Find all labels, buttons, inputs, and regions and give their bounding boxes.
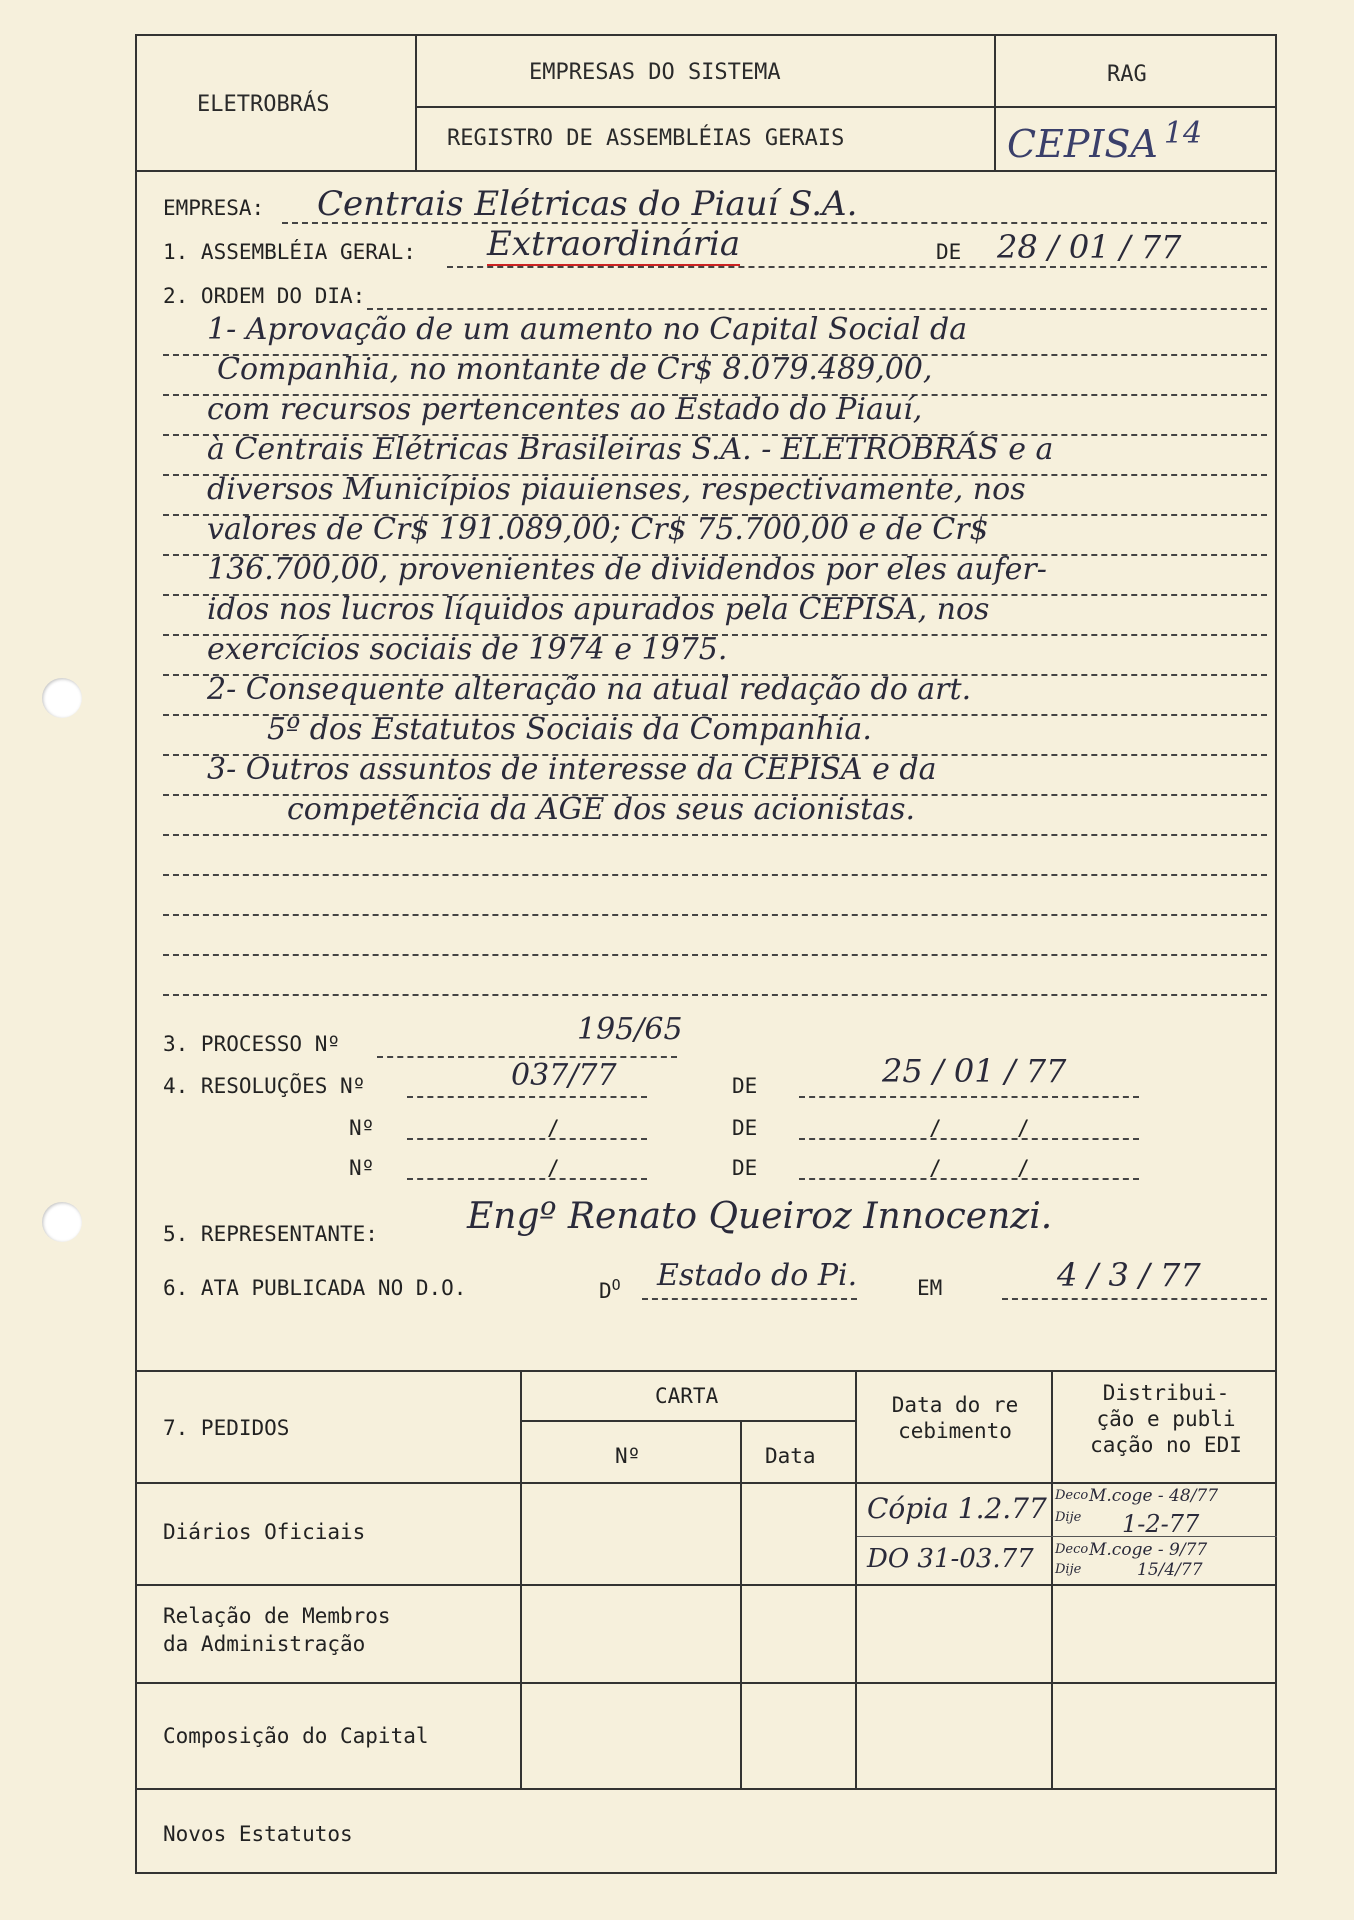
ata-date: 4 / 3 / 77 <box>1057 1256 1201 1294</box>
representante-value: Engº Renato Queiroz Innocenzi. <box>467 1196 1053 1237</box>
resolucoes-label: 4. RESOLUÇÕES Nº <box>163 1074 366 1098</box>
empresa-label: EMPRESA: <box>163 196 265 220</box>
resolucao-3-date-slash-2: / <box>1017 1156 1030 1180</box>
diarios-recebimento-1: Cópia 1.2.77 <box>867 1492 1047 1525</box>
diarios-dist-2a: Deco <box>1055 1542 1089 1557</box>
punch-hole-top <box>42 678 82 718</box>
org-name: ELETROBRÁS <box>197 92 330 117</box>
ordem-line-4: à Centrais Elétricas Brasileiras S.A. - ELETROBRÁS e a <box>207 432 1054 467</box>
ordem-line-9: exercícios sociais de 1974 e 1975. <box>207 632 728 667</box>
carta-data-header: Data <box>765 1444 816 1468</box>
diarios-dist-2c: M.coge - 9/77 <box>1089 1540 1208 1560</box>
recebimento-header: Data do re cebimento <box>891 1393 1019 1443</box>
diarios-dist-2b: Dije <box>1055 1562 1082 1577</box>
ordem-line-11: 5º dos Estatutos Sociais da Companhia. <box>267 712 872 747</box>
row-composicao-capital: Composição do Capital <box>163 1724 429 1748</box>
distribuicao-header: Distribui- ção e publi cação no EDI <box>1090 1381 1242 1457</box>
system-title: EMPRESAS DO SISTEMA <box>529 60 781 85</box>
resolucao-3-de-label: DE <box>732 1156 758 1180</box>
ordem-label: 2. ORDEM DO DIA: <box>163 284 366 308</box>
processo-label: 3. PROCESSO Nº <box>163 1032 341 1056</box>
resolucao-3-slash: / <box>547 1156 560 1180</box>
ordem-line-2: Companhia, no montante de Cr$ 8.079.489,00, <box>217 352 933 387</box>
resolucao-3-no-label: Nº <box>349 1156 375 1180</box>
row-diarios-oficiais: Diários Oficiais <box>163 1520 366 1544</box>
ordem-line-10: 2- Consequente alteração na atual redação do art. <box>207 672 972 707</box>
diarios-dist-2d: 15/4/77 <box>1137 1560 1203 1580</box>
empresa-value: Centrais Elétricas do Piauí S.A. <box>317 184 858 224</box>
resolucao-2-date-slash-1: / <box>929 1116 942 1140</box>
processo-value: 195/65 <box>577 1012 683 1047</box>
resolucao-2-no-label: Nº <box>349 1116 375 1140</box>
ata-d-label: $D^O$ <box>599 1276 621 1303</box>
ordem-line-8: idos nos lucros líquidos apurados pela CEPISA, nos <box>207 592 990 627</box>
resolucao-date: 25 / 01 / 77 <box>882 1052 1067 1090</box>
carta-no-header: Nº <box>615 1444 641 1468</box>
diarios-dist-1d: 1-2-77 <box>1122 1510 1200 1538</box>
resolucao-2-slash: / <box>547 1116 560 1140</box>
row-relacao-membros: Relação de Membros da Administração <box>163 1604 391 1656</box>
ordem-line-3: com recursos pertencentes ao Estado do Piauí, <box>207 392 923 427</box>
resolucao-3-date-slash-1: / <box>929 1156 942 1180</box>
form-code: RAG <box>1107 62 1147 87</box>
resolucao-number: 037/77 <box>511 1058 617 1093</box>
ordem-line-7: 136.700,00, provenientes de dividendos por eles aufer- <box>207 552 1047 587</box>
row-novos-estatutos: Novos Estatutos <box>163 1822 353 1846</box>
em-label: EM <box>917 1276 943 1300</box>
pedidos-header: 7. PEDIDOS <box>163 1416 290 1440</box>
resolucao-de-label: DE <box>732 1074 758 1098</box>
assembleia-label: 1. ASSEMBLÉIA GERAL: <box>163 240 416 264</box>
diarios-dist-1a: Deco <box>1055 1488 1089 1503</box>
punch-hole-bottom <box>42 1202 82 1242</box>
ordem-line-1: 1- Aprovação de um aumento no Capital Social da <box>207 312 968 347</box>
diarios-recebimento-2: DO 31-03.77 <box>867 1544 1034 1574</box>
resolucao-2-date-slash-2: / <box>1017 1116 1030 1140</box>
ordem-line-12: 3- Outros assuntos de interesse da CEPISA e da <box>207 752 937 787</box>
resolucao-2-de-label: DE <box>732 1116 758 1140</box>
carta-header: CARTA <box>655 1384 719 1408</box>
ordem-line-6: valores de Cr$ 191.089,00; Cr$ 75.700,00 e de Cr$ <box>207 512 989 547</box>
ordem-line-5: diversos Municípios piauienses, respectivamente, nos <box>207 472 1026 507</box>
assembleia-date: 28 / 01 / 77 <box>997 228 1182 266</box>
register-title: REGISTRO DE ASSEMBLÉIAS GERAIS <box>447 126 845 151</box>
representante-label: 5. REPRESENTANTE: <box>163 1222 378 1246</box>
de-label: DE <box>932 240 965 264</box>
diarios-dist-1b: Dije <box>1055 1510 1082 1525</box>
company-code: CEPISA $^{14}$ <box>1007 116 1203 166</box>
diarios-dist-1c: M.coge - 48/77 <box>1089 1486 1219 1506</box>
ata-value: Estado do Pi. <box>657 1258 858 1293</box>
ata-label: 6. ATA PUBLICADA NO D.O. <box>163 1276 467 1300</box>
assembleia-type: Extraordinária <box>487 224 741 264</box>
ordem-line-13: competência da AGE dos seus acionistas. <box>287 792 916 827</box>
registration-form <box>135 34 1277 1874</box>
